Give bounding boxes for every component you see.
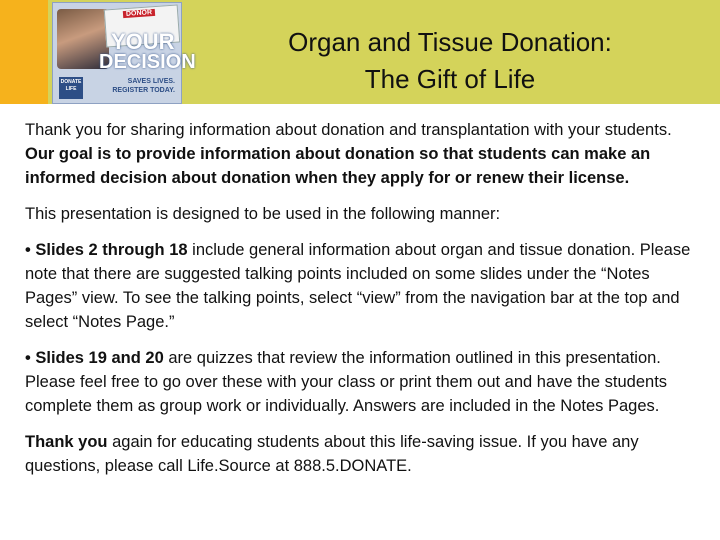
slide-body (25, 118, 700, 490)
logo-donor-tag: DONOR (123, 9, 155, 18)
closing-paragraph (25, 430, 700, 478)
intro-paragraph (25, 118, 700, 190)
logo-tagline (105, 77, 175, 95)
logo-your-text: YOUR (111, 29, 175, 54)
header-band (0, 0, 720, 104)
bullet-slides-19-20 (25, 346, 700, 418)
logo-tagline-2: REGISTER TODAY. (112, 87, 175, 94)
title-line-1: Organ and Tissue Donation: (288, 27, 612, 57)
bullet-text-2-18: include general information about organ and tissue donation. Please note that there are suggested talking points included on some slides under the “Notes Pages” view. To see the talking points, select “view” from the navigation bar at the top and select “Notes Page.” (25, 241, 691, 331)
title-line-2: The Gift of Life (364, 64, 536, 94)
donate-life-badge: DONATE LIFE (59, 77, 83, 99)
bullet-label-19-20: • Slides 19 and 20 (25, 349, 164, 367)
logo-tagline-1: SAVES LIVES. (127, 78, 175, 85)
intro-text: Thank you for sharing information about donation and transplantation with your students. (25, 121, 672, 139)
thank-you-text: Thank you (25, 433, 108, 451)
bullet-text-19-20: are quizzes that review the information outlined in this presentation. Please feel free to go over these with your class or print them out and have the students complete them as group work or individually. Answers are included in the Notes Pages. (25, 349, 668, 415)
usage-paragraph: This presentation is designed to be used in the following manner: (25, 205, 501, 223)
closing-text: again for educating students about this life-saving issue. If you have any questions, please call Life.Source at 888.5.DONATE. (25, 433, 639, 475)
bullet-slides-2-18 (25, 238, 700, 334)
logo-decision-text: DECISION (99, 51, 196, 73)
bullet-label-2-18: • Slides 2 through 18 (25, 241, 188, 259)
your-decision-logo (52, 2, 196, 104)
header-accent-strip (0, 0, 48, 104)
goal-statement: Our goal is to provide information about donation so that students can make an informed decision about donation when they apply for or renew their license. (25, 145, 651, 187)
slide-title (200, 24, 700, 98)
